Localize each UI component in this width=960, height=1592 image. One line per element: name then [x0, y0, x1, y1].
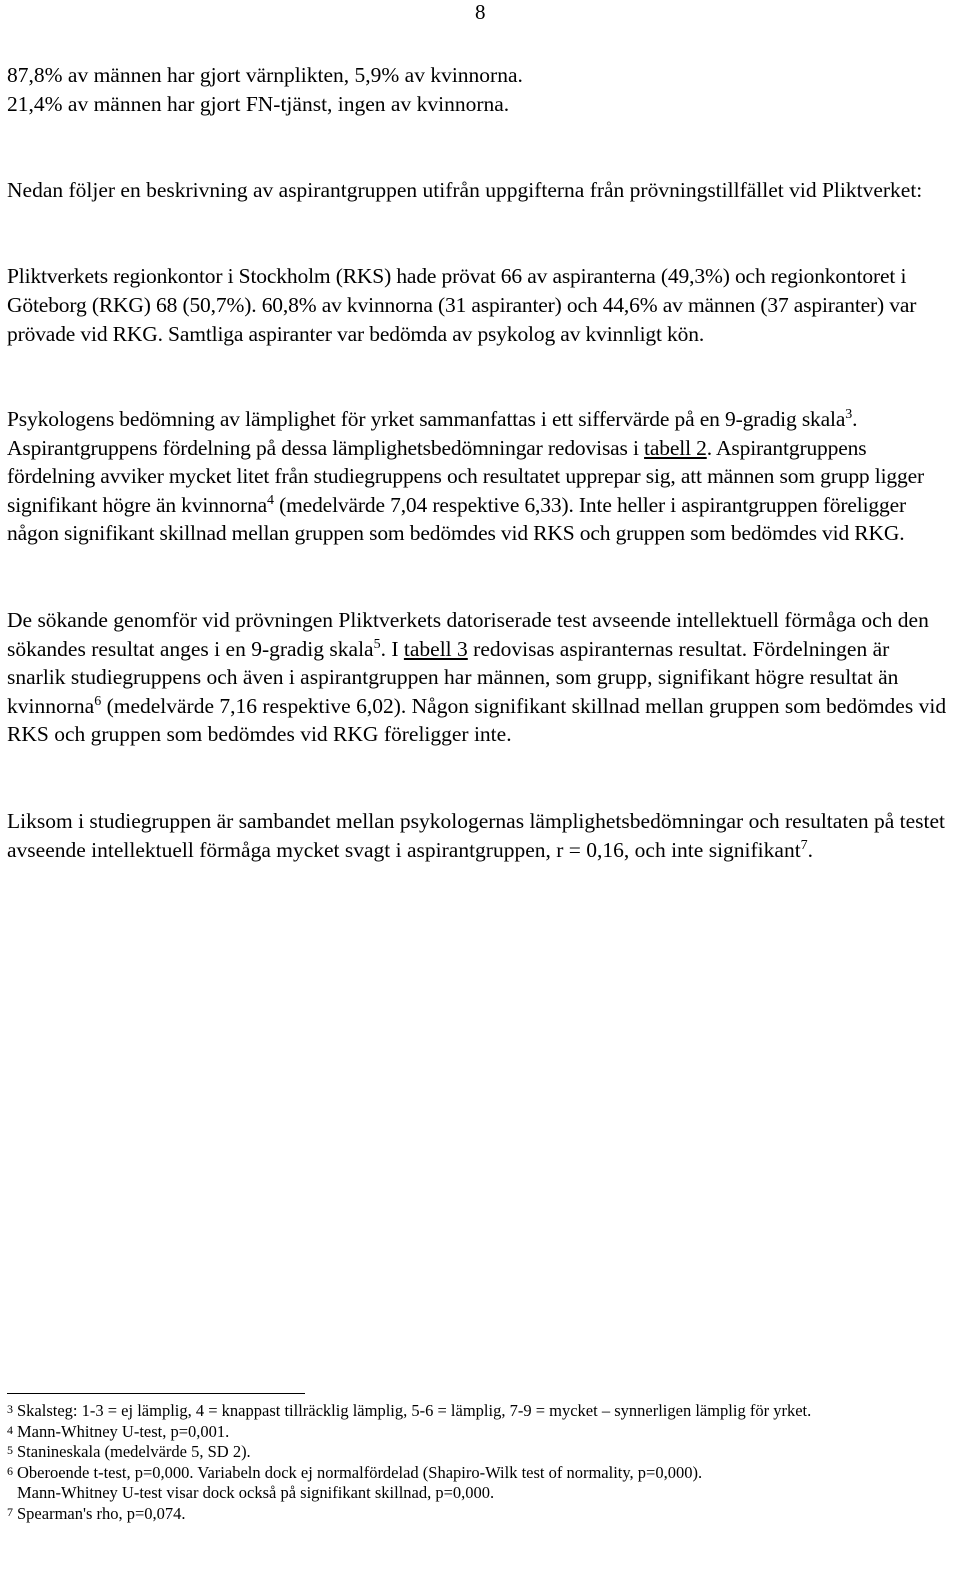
footnote-text: Skalsteg: 1-3 = ej lämplig, 4 = knappast tillräcklig lämplig, 5-6 = lämplig, 7-9 = mycket – synnerligen lämplig för yrket. — [17, 1401, 812, 1420]
footnotes — [7, 1401, 947, 1524]
footnote-ref-6[interactable]: 6 — [94, 693, 102, 709]
footnote-ref-5[interactable]: 5 — [373, 636, 381, 652]
text-segment: Psykologens bedömning av lämplighet för yrket sammanfattas i ett siffervärde på en 9-gradig skala — [7, 407, 846, 431]
footnote-6: 6 Oberoende t-test, p=0,000. Variabeln dock ej normalfördelad (Shapiro-Wilk test of normality, p=0,000). Mann-Whitney U-test visar dock också på signifikant skillnad, p=0,000. — [7, 1463, 947, 1504]
page-number: 8 — [475, 0, 486, 24]
text-segment: (medelvärde 7,16 respektive 6,02). Någon signifikant skillnad mellan gruppen som bedömdes vid RKS och gruppen som bedömdes vid RKG föreligger inte. — [7, 693, 947, 746]
footnote-ref-3[interactable]: 3 — [845, 406, 853, 422]
paragraph-correlation — [7, 807, 952, 864]
footnote-text: Oberoende t-test, p=0,000. Variabeln dock ej normalfördelad (Shapiro-Wilk test of normality, p=0,000). — [17, 1462, 703, 1482]
footnote-text-continued: Mann-Whitney U-test visar dock också på signifikant skillnad, p=0,000. — [17, 1483, 495, 1502]
footnote-ref-7[interactable]: 7 — [800, 837, 808, 853]
footnote-text: Stanineskala (medelvärde 5, SD 2). — [17, 1442, 251, 1461]
text-segment: Liksom i studiegruppen är sambandet mellan psykologernas lämplighetsbedömningar och resultaten på testet avseende intellektuell förmåga mycket svagt i aspirantgruppen, r = 0,16, och inte signifikant — [7, 809, 946, 862]
service-stats-line-1: 87,8% av männen har gjort värnplikten, 5,9% av kvinnorna. — [7, 63, 523, 87]
footnote-3: 3 Skalsteg: 1-3 = ej lämplig, 4 = knappast tillräcklig lämplig, 5-6 = lämplig, 7-9 = mycket – synnerligen lämplig för yrket. — [7, 1401, 812, 1420]
footnote-text: Spearman's rho, p=0,074. — [17, 1503, 186, 1523]
text-segment: redovisas aspiranternas resultat. Fördelningen är snarlik studiegruppens och även i aspirantgruppen har männen, som grupp, signifikant högre resultat än kvinnorna — [7, 636, 899, 718]
text-segment: (medelvärde 7,04 respektive 6,33). Inte heller i aspirantgruppen föreligger någon signifikant skillnad mellan gruppen som bedömdes vid RKS och gruppen som bedömdes vid RKG. — [7, 492, 907, 545]
paragraph-regional-offices: Pliktverkets regionkontor i Stockholm (RKS) hade prövat 66 av aspiranterna (49,3%) och regionkontoret i Göteborg (RKG) 68 (50,7%). 60,8% av kvinnorna (31 aspiranter) och 44,6% av männen (37 aspiranter) var prövade vid RKG. Samtliga aspiranter var bedömda av psykolog av kvinnligt kön. — [7, 264, 917, 346]
paragraph-intro: Nedan följer en beskrivning av aspirantgruppen utifrån uppgifterna från prövningstillfället vid Pliktverket: — [7, 178, 923, 202]
footnote-text: Mann-Whitney U-test, p=0,001. — [17, 1421, 230, 1441]
footnote-ref-4[interactable]: 4 — [267, 492, 274, 508]
text-segment: . I — [380, 636, 404, 661]
footnote-divider — [7, 1393, 305, 1394]
text-segment: . Aspirantgruppens fördelning på dessa lämplighetsbedömningar redovisas i — [7, 407, 858, 460]
paragraph-suitability-assessment — [7, 405, 952, 548]
paragraph-intellectual-test — [7, 606, 952, 749]
footnote-5: 5 Stanineskala (medelvärde 5, SD 2). — [7, 1442, 251, 1461]
table-3-link[interactable]: tabell 3 — [403, 636, 468, 661]
text-segment: . Aspirantgruppens fördelning avviker mycket litet från studiegruppens och resultatet upprepar sig, att männen som grupp ligger signifikant högre än kvinnorna — [7, 435, 924, 517]
paragraph-service-stats — [7, 61, 952, 119]
footnote-4: 4 Mann-Whitney U-test, p=0,001. — [7, 1421, 230, 1441]
text-segment: De sökande genomför vid prövningen Pliktverkets datoriserade test avseende intellektuell förmåga och den sökandes resultat anges i en 9-gradig skala — [7, 608, 929, 661]
table-2-link[interactable]: tabell 2 — [644, 435, 707, 460]
service-stats-line-2: 21,4% av männen har gjort FN-tjänst, ingen av kvinnorna. — [7, 92, 510, 116]
text-segment: . — [807, 837, 814, 862]
footnote-7: 7 Spearman's rho, p=0,074. — [7, 1503, 186, 1523]
